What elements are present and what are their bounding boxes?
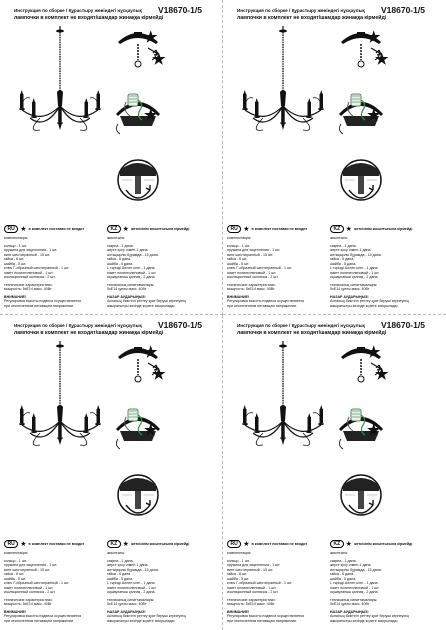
ru-section — [227, 540, 327, 623]
ru-line: комплектация: — [227, 551, 252, 555]
kz-section — [107, 225, 217, 308]
ru-line: изоляционный колпачок - 2 шт. — [4, 590, 56, 594]
ru-line: технические характеристики: — [4, 282, 53, 287]
ru-section — [227, 225, 327, 308]
ru-badge: RU — [227, 225, 241, 233]
kz-line: L тәрізді Аллен кілті - 1 дана. — [107, 581, 156, 585]
ru-line: гайка - 6 шт. — [4, 257, 25, 261]
ru-line: винт шестигранный - 15 шт. — [4, 567, 51, 572]
ru-lines — [227, 236, 327, 308]
model-code: V18670-1/5 — [381, 320, 425, 330]
instruction-sheet — [0, 315, 223, 630]
ru-line: ключ Г-образный шестигранный - 1 шт. — [4, 266, 70, 270]
star-icon: ★ — [122, 541, 129, 548]
ru-note: в комплект поставки не входит — [251, 542, 308, 546]
title-line-1: Инструкция по сборке / Құрастыру жөніндегі нұсқаулық — [14, 8, 142, 13]
kz-line: жиынтығы: — [107, 551, 126, 555]
ru-line: технические характеристики: — [227, 282, 276, 287]
kz-line: алтықырлы бұрамда - 15 дана. — [330, 567, 382, 572]
kz-line: гайка - 6 дана. — [330, 257, 355, 261]
ru-line: мощность: 5хЕ14 макс. 40Вт — [227, 287, 275, 291]
instruction-sheet — [223, 315, 446, 630]
ru-line: пакет полиэтиленовый - 1 шт. — [227, 585, 277, 590]
kz-line: алтықырлы бұрамда - 15 дана. — [107, 567, 159, 572]
star-icon: ★ — [345, 226, 352, 233]
ru-lines — [4, 551, 104, 623]
ru-badge: RU — [4, 225, 18, 233]
ru-note: в комплект поставки не входит — [28, 542, 85, 546]
kz-line: жиынтығы: — [107, 236, 126, 240]
star-icon: ★ — [367, 344, 381, 361]
assembly-steps — [335, 30, 387, 226]
star-icon: ★ — [152, 366, 166, 383]
ru-badge: RU — [4, 540, 18, 548]
kz-line: техникалық сипаттамалары: — [330, 282, 378, 287]
ru-line: винт шестигранный - 15 шт. — [227, 252, 274, 257]
sheet-header — [14, 320, 214, 336]
kz-line: жерге қосу ілмегі-1 дана. — [107, 248, 149, 252]
kz-line: шайба - 5 дана. — [330, 261, 357, 266]
kz-line: жерге қосу ілмегі-1 дана. — [330, 248, 372, 252]
kz-line: оқшаулағыш қалпақ - 2 дана. — [107, 275, 156, 279]
kz-badge: KZ — [107, 225, 121, 233]
ru-line: комплектация: — [4, 236, 29, 240]
ru-line: шайба - 5 шт. — [4, 261, 27, 266]
ru-section — [4, 225, 104, 308]
kz-line: пакет полиэтиленовый - 1 шт. — [330, 270, 380, 275]
ru-lines — [227, 551, 327, 623]
hook-rotation-icon — [341, 475, 381, 515]
ru-line: ВНИМАНИЕ! — [227, 609, 250, 614]
star-icon: ★ — [144, 422, 158, 439]
kz-lines — [107, 551, 217, 623]
star-icon: ★ — [367, 422, 381, 439]
kz-line: жиынтығы: — [330, 551, 349, 555]
kz-line: жерге қосу ілмегі-1 дана. — [330, 563, 372, 567]
kz-line: алтықырлы бұрамда - 15 дана. — [330, 252, 382, 257]
ru-line: мощность: 5хЕ14 макс. 40Вт — [4, 287, 52, 291]
ru-line: Регулировка высоты подвеса осуществляется — [227, 299, 305, 303]
kz-line: ажыратылуы кезінде жүзеге асырылады — [107, 618, 175, 623]
kz-line: сақина - 1 дана. — [107, 558, 134, 563]
kz-line: НАЗАР АУДАРЫҢЫЗ! — [107, 294, 146, 299]
kz-line: техникалық сипаттамалары: — [107, 597, 155, 602]
kz-line: 5хЕ14 қуаты макс. 40Вт — [107, 602, 147, 606]
chandelier-icon — [10, 26, 110, 176]
ru-line: при отключенном питающем напряжении. — [4, 303, 75, 308]
ru-line: пакет полиэтиленовый - 1 шт. — [227, 270, 277, 275]
model-code: V18670-1/5 — [158, 320, 202, 330]
kz-line: ажыратылуы кезінде жүзеге асырылады — [330, 303, 398, 308]
sheet-header — [237, 320, 437, 336]
ru-line: технические характеристики: — [4, 597, 53, 602]
ru-line: комплектация: — [227, 236, 252, 240]
chandelier-icon — [10, 341, 110, 491]
kz-line: Аспаның биіктігін реттеу қуат беруші кернеуінің — [107, 299, 186, 303]
kz-lines — [107, 236, 217, 308]
model-code: V18670-1/5 — [381, 5, 425, 15]
ru-line: пружина для зацепления - 1 шт. — [227, 248, 281, 252]
ru-line: пакет полиэтиленовый - 1 шт. — [4, 585, 54, 590]
ru-line: кольцо - 1 шт. — [227, 243, 250, 248]
kz-line: сақина - 1 дана. — [107, 243, 134, 248]
kz-line: шайба - 5 дана. — [330, 576, 357, 581]
ru-line: изоляционный колпачок - 2 шт. — [227, 590, 279, 594]
kz-line: ажыратылуы кезінде жүзеге асырылады — [330, 618, 398, 623]
ru-line: шайба - 5 шт. — [4, 576, 27, 581]
kz-line: НАЗАР АУДАРЫҢЫЗ! — [330, 294, 369, 299]
ru-line: кольцо - 1 шт. — [227, 558, 250, 563]
kz-line: гайка - 6 дана. — [107, 572, 132, 576]
kz-line: Аспаның биіктігін реттеу қуат беруші кернеуінің — [330, 299, 409, 303]
title-line-2: лампочки в комплект не входят/шамдар жинаққа кірмейді — [14, 330, 164, 336]
kz-line: Аспаның биіктігін реттеу қуат беруші кернеуінің — [330, 614, 409, 618]
ru-line: гайка - 6 шт. — [227, 257, 248, 261]
kz-line: L тәрізді Аллен кілті - 1 дана. — [107, 266, 156, 270]
star-icon: ★ — [144, 344, 158, 361]
kz-line: Аспаның биіктігін реттеу қуат беруші кернеуінің — [107, 614, 186, 618]
kz-line: гайка - 6 дана. — [330, 572, 355, 576]
instruction-sheet — [223, 0, 446, 315]
kz-lines — [330, 236, 440, 308]
ru-line: при отключенном питающем напряжении. — [227, 618, 298, 623]
ru-line: пружина для зацепления - 1 шт. — [227, 563, 281, 567]
sheet-header — [237, 5, 437, 21]
assembly-steps — [112, 30, 164, 226]
title-line-2: лампочки в комплект не входят/шамдар жинаққа кірмейді — [14, 15, 164, 21]
kz-line: алтықырлы бұрамда - 15 дана. — [107, 252, 159, 257]
ru-note: в комплект поставки не входит — [28, 227, 85, 231]
kz-line: жерге қосу ілмегі-1 дана. — [107, 563, 149, 567]
kz-line: техникалық сипаттамалары: — [107, 282, 155, 287]
title-line-1: Инструкция по сборке / Құрастыру жөніндегі нұсқаулық — [237, 8, 365, 13]
ru-line: пакет полиэтиленовый - 1 шт. — [4, 270, 54, 275]
ru-line: при отключенном питающем напряжении. — [227, 303, 298, 308]
instruction-sheet — [0, 0, 223, 315]
title-line-1: Инструкция по сборке / Құрастыру жөніндегі нұсқаулық — [237, 323, 365, 328]
ru-line: ВНИМАНИЕ! — [227, 294, 250, 299]
ru-line: гайка - 6 шт. — [227, 572, 248, 576]
assembly-steps — [335, 345, 387, 541]
ru-line: шайба - 5 шт. — [227, 576, 250, 581]
kz-line: шайба - 5 дана. — [107, 576, 134, 581]
kz-note: жеткізілім жиынтығына кірмейді — [353, 227, 413, 231]
ru-badge: RU — [227, 540, 241, 548]
star-icon: ★ — [367, 107, 381, 124]
kz-badge: KZ — [330, 540, 344, 548]
kz-line: пакет полиэтиленовый - 1 шт. — [330, 585, 380, 590]
kz-line: L тәрізді Аллен кілті - 1 дана. — [330, 581, 379, 585]
kz-line: НАЗАР АУДАРЫҢЫЗ! — [107, 609, 146, 614]
title-line-2: лампочки в комплект не входят/шамдар жинаққа кірмейді — [237, 15, 387, 21]
kz-section — [330, 225, 440, 308]
ru-line: гайка - 6 шт. — [4, 572, 25, 576]
ru-line: Регулировка высоты подвеса осуществляется — [4, 299, 82, 303]
kz-section — [330, 540, 440, 623]
star-icon: ★ — [20, 541, 27, 548]
kz-note: жеткізілім жиынтығына кірмейді — [130, 227, 190, 231]
star-icon: ★ — [144, 29, 158, 46]
kz-badge: KZ — [330, 225, 344, 233]
kz-line: 5хЕ14 қуаты макс. 40Вт — [330, 287, 370, 291]
star-icon: ★ — [243, 541, 250, 548]
ru-line: винт шестигранный - 15 шт. — [227, 567, 274, 572]
ru-line: пружина для зацепления - 1 шт. — [4, 563, 58, 567]
kz-line: сақина - 1 дана. — [330, 243, 357, 248]
kz-line: оқшаулағыш қалпақ - 2 дана. — [107, 590, 156, 594]
chandelier-icon — [233, 341, 333, 491]
kz-lines — [330, 551, 440, 623]
ru-line: мощность: 5хЕ14 макс. 40Вт — [4, 602, 52, 606]
ru-line: пружина для зацепления - 1 шт. — [4, 248, 58, 252]
ru-note: в комплект поставки не входит — [251, 227, 308, 231]
kz-badge: KZ — [107, 540, 121, 548]
ru-line: ключ Г-образный шестигранный - 1 шт. — [227, 581, 293, 585]
star-icon: ★ — [375, 366, 389, 383]
hook-rotation-icon — [118, 160, 158, 200]
kz-section — [107, 540, 217, 623]
kz-line: оқшаулағыш қалпақ - 2 дана. — [330, 590, 379, 594]
ru-line: технические характеристики: — [227, 597, 276, 602]
ru-line: комплектация: — [4, 551, 29, 555]
kz-line: оқшаулағыш қалпақ - 2 дана. — [330, 275, 379, 279]
star-icon: ★ — [144, 107, 158, 124]
ru-line: ВНИМАНИЕ! — [4, 609, 27, 614]
star-icon: ★ — [243, 226, 250, 233]
star-icon: ★ — [367, 29, 381, 46]
ru-line: кольцо - 1 шт. — [4, 243, 27, 248]
star-icon: ★ — [152, 51, 166, 68]
ru-line: Регулировка высоты подвеса осуществляется — [227, 614, 305, 618]
ru-section — [4, 540, 104, 623]
star-icon: ★ — [122, 226, 129, 233]
ru-line: мощность: 5хЕ14 макс. 40Вт — [227, 602, 275, 606]
assembly-steps — [112, 345, 164, 541]
sheet-header — [14, 5, 214, 21]
kz-line: 5хЕ14 қуаты макс. 40Вт — [107, 287, 147, 291]
ru-line: Регулировка высоты подвеса осуществляется — [4, 614, 82, 618]
ru-line: шайба - 5 шт. — [227, 261, 250, 266]
star-icon: ★ — [345, 541, 352, 548]
ru-line: ключ Г-образный шестигранный - 1 шт. — [227, 266, 293, 270]
ru-lines — [4, 236, 104, 308]
hook-rotation-icon — [341, 160, 381, 200]
kz-line: сақина - 1 дана. — [330, 558, 357, 563]
kz-line: техникалық сипаттамалары: — [330, 597, 378, 602]
kz-line: пакет полиэтиленовый - 1 шт. — [107, 270, 157, 275]
ru-line: при отключенном питающем напряжении. — [4, 618, 75, 623]
kz-line: пакет полиэтиленовый - 1 шт. — [107, 585, 157, 590]
kz-line: ажыратылуы кезінде жүзеге асырылады — [107, 303, 175, 308]
ru-line: изоляционный колпачок - 2 шт. — [4, 275, 56, 279]
title-line-1: Инструкция по сборке / Құрастыру жөніндегі нұсқаулық — [14, 323, 142, 328]
model-code: V18670-1/5 — [158, 5, 202, 15]
kz-line: НАЗАР АУДАРЫҢЫЗ! — [330, 609, 369, 614]
ru-line: кольцо - 1 шт. — [4, 558, 27, 563]
ru-line: изоляционный колпачок - 2 шт. — [227, 275, 279, 279]
kz-note: жеткізілім жиынтығына кірмейді — [130, 542, 190, 546]
star-icon: ★ — [20, 226, 27, 233]
star-icon: ★ — [375, 51, 389, 68]
kz-line: шайба - 5 дана. — [107, 261, 134, 266]
ru-line: ключ Г-образный шестигранный - 1 шт. — [4, 581, 70, 585]
hook-rotation-icon — [118, 475, 158, 515]
ru-line: ВНИМАНИЕ! — [4, 294, 27, 299]
kz-line: жиынтығы: — [330, 236, 349, 240]
ru-line: винт шестигранный - 15 шт. — [4, 252, 51, 257]
kz-line: 5хЕ14 қуаты макс. 40Вт — [330, 602, 370, 606]
kz-note: жеткізілім жиынтығына кірмейді — [353, 542, 413, 546]
kz-line: гайка - 6 дана. — [107, 257, 132, 261]
kz-line: L тәрізді Аллен кілті - 1 дана. — [330, 266, 379, 270]
title-line-2: лампочки в комплект не входят/шамдар жинаққа кірмейді — [237, 330, 387, 336]
chandelier-icon — [233, 26, 333, 176]
